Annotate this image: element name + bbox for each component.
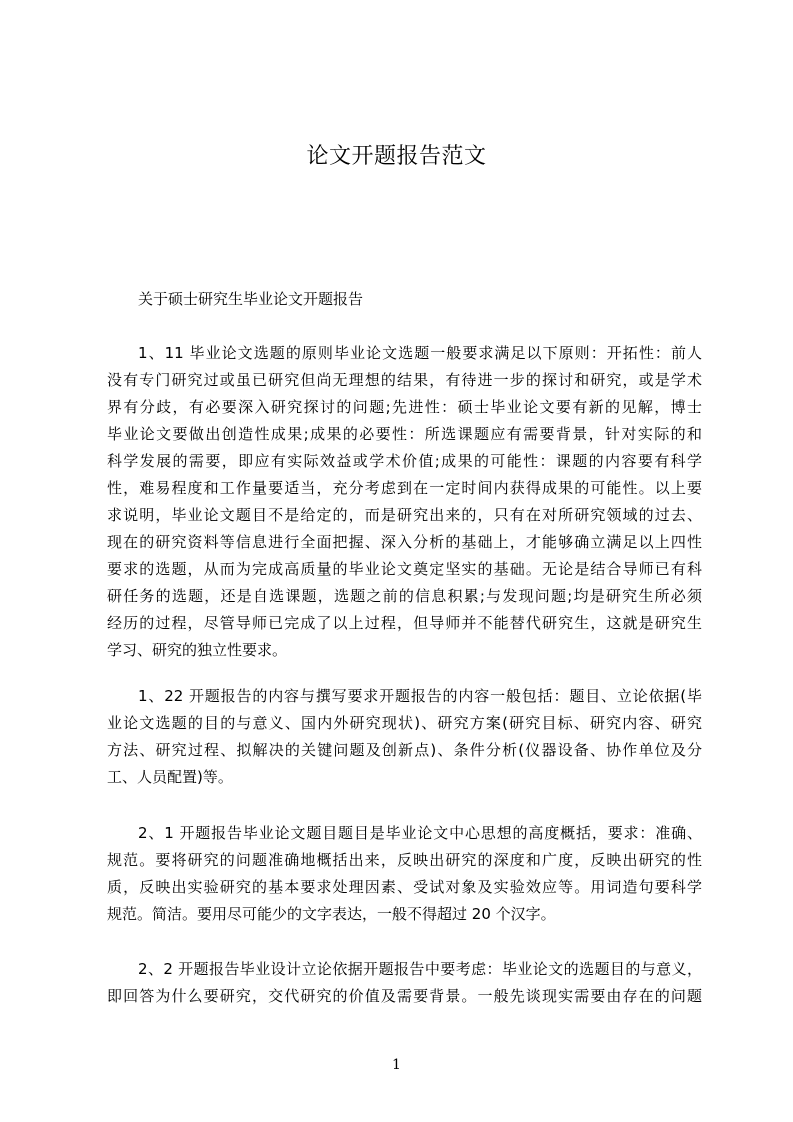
paragraph-line: 没有专门研究过或虽已研究但尚无理想的结果，有待进一步的探讨和研究，或是学术 — [107, 371, 702, 389]
paragraph-4 — [107, 956, 702, 1010]
paragraph-line: 1、11 毕业论文选题的原则毕业论文选题一般要求满足以下原则：开拓性：前人 — [138, 344, 702, 362]
paragraph-line: 性，难易程度和工作量要适当，充分考虑到在一定时间内获得成果的可能性。以上要 — [107, 479, 702, 497]
paragraph-line: 规范。简洁。要用尽可能少的文字表达，一般不得超过 20 个汉字。 — [107, 905, 556, 923]
paragraph-line: 研任务的选题，还是自选课题，选题之前的信息积累;与发现问题;均是研究生所必须 — [107, 587, 702, 605]
paragraph-line: 要求的选题，从而为完成高质量的毕业论文奠定坚实的基础。无论是结合导师已有科 — [107, 560, 702, 578]
paragraph-line: 学习、研究的独立性要求。 — [107, 641, 288, 659]
paragraph-line: 业论文选题的目的与意义、国内外研究现状)、研究方案(研究目标、研究内容、研究 — [107, 714, 702, 732]
paragraph-line: 规范。要将研究的问题准确地概括出来，反映出研究的深度和广度，反映出研究的性 — [107, 851, 702, 869]
paragraph-line: 界有分歧，有必要深入研究探讨的问题;先进性：硕士毕业论文要有新的见解，博士 — [107, 398, 702, 416]
paragraph-1 — [107, 340, 702, 664]
document-title: 论文开题报告范文 — [306, 144, 487, 169]
paragraph-line: 经历的过程，尽管导师已完成了以上过程，但导师并不能替代研究生，这就是研究生 — [107, 614, 702, 632]
paragraph-line: 1、22 开题报告的内容与撰写要求开题报告的内容一般包括：题目、立论依据(毕 — [138, 687, 702, 705]
paragraph-3 — [107, 820, 702, 928]
paragraph-2 — [107, 683, 702, 791]
document-subtitle: 关于硕士研究生毕业论文开题报告 — [138, 290, 364, 308]
paragraph-line: 求说明，毕业论文题目不是给定的，而是研究出来的，只有在对所研究领域的过去、 — [107, 506, 702, 524]
paragraph-line: 方法、研究过程、拟解决的关键问题及创新点)、条件分析(仪器设备、协作单位及分 — [107, 741, 702, 759]
paragraph-line: 2、2 开题报告毕业设计立论依据开题报告中要考虑：毕业论文的选题目的与意义， — [138, 960, 702, 978]
paragraph-line: 现在的研究资料等信息进行全面把握、深入分析的基础上，才能够确立满足以上四性 — [107, 533, 702, 551]
paragraph-line: 质，反映出实验研究的基本要求处理因素、受试对象及实验效应等。用词造句要科学 — [107, 878, 702, 896]
page-number: 1 — [392, 1057, 401, 1073]
paragraph-line: 科学发展的需要，即应有实际效益或学术价值;成果的可能性：课题的内容要有科学 — [107, 452, 702, 470]
paragraph-line: 即回答为什么要研究，交代研究的价值及需要背景。一般先谈现实需要由存在的问题 — [107, 987, 702, 1005]
paragraph-line: 工、人员配置)等。 — [107, 768, 233, 786]
paragraph-line: 毕业论文要做出创造性成果;成果的必要性：所选课题应有需要背景，针对实际的和 — [107, 425, 702, 443]
paragraph-line: 2、1 开题报告毕业论文题目题目是毕业论文中心思想的高度概括，要求：准确、 — [138, 824, 702, 842]
